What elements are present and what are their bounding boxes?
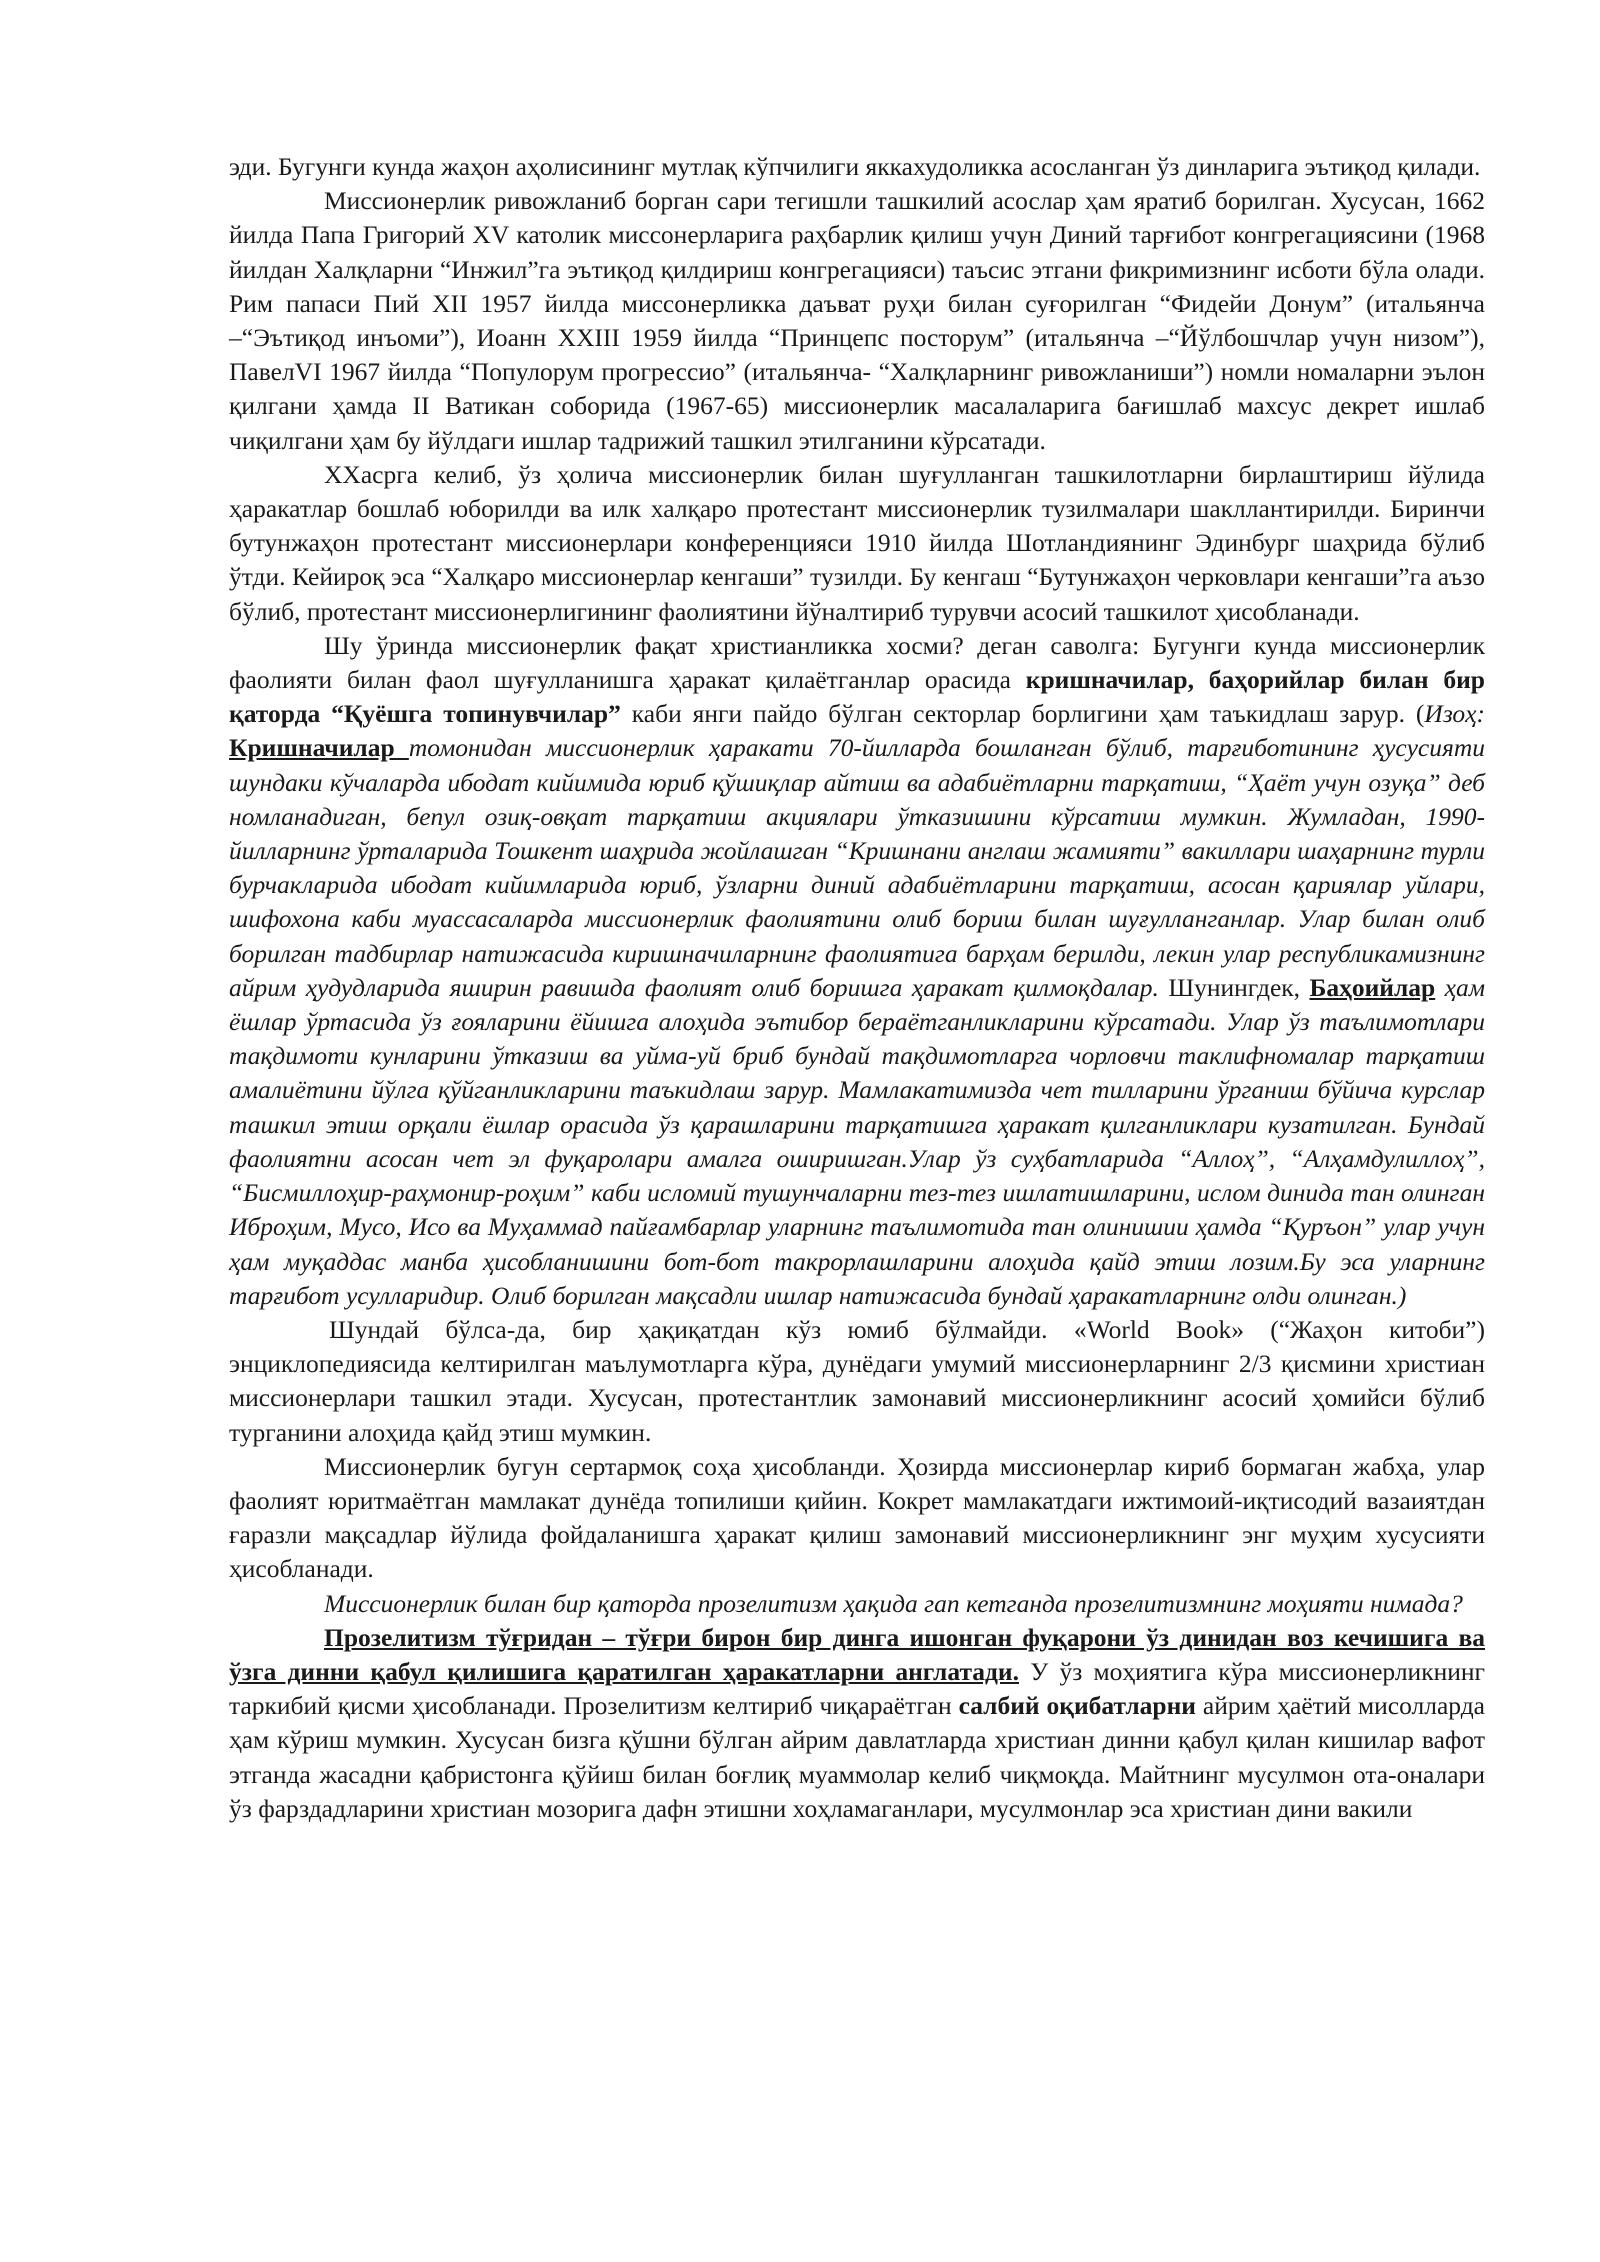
term-bahoiylar: Баҳоийлар bbox=[1309, 972, 1436, 1002]
text-segment: У ўз моҳиятига кўра миссионерликнинг таркибий қисми ҳисобланади. Прозелитизм келтириб чиқараётган bbox=[229, 1656, 1485, 1721]
text-segment: Шу ўринда миссионерлик фақат христианликка хосми? деган саволга: Бугунги кунда миссионерлик фаолияти билан фаол шуғулланишга ҳаракат қилаётганлар орасида bbox=[229, 630, 1485, 695]
document-page bbox=[229, 150, 1485, 1826]
italic-question: Миссионерлик билан бир қаторда прозелитизм ҳақида гап кетганда прозелитизмнинг моҳияти нимада? bbox=[324, 1588, 1463, 1618]
italic-note-text: ҳам ёшлар ўртасида ўз ғояларини ёйишга алоҳида эътибор бераётганликларини кўрсатади. Улар ўз таълимотлари тақдимоти кунларини ўтказиш ва уйма-уй бриб бундай тақдимотларга чорловчи таклифномалар тарқатиш амалиётини йўлга қўйганликларини таъкидлаш зарур. Мамлакатимизда чет тилларини ўрганиш бўйича курслар ташкил этиш орқали ёшлар орасида ўз қарашларини тарқатишга ҳаракат қилганликлари кузатилган. Бундай фаолиятни асосан чет эл фуқаролари амалга оширишган.Улар ўз суҳбатларида “Аллоҳ”, “Алҳамдулиллоҳ”, “Бисмиллоҳир-раҳмонир-роҳим” каби исломий тушунчаларни тез-тез ишлатишларини, ислом динида тан олинган Иброҳим, Мусо, Исо ва Муҳаммад пайғамбарлар уларнинг таълимотида тан олинишии ҳамда “Қуръон” улар учун ҳам муқаддас манба ҳисобланишини бот-бот такрорлашларини алоҳида қайд этиш лозим.Бу эса уларнинг тарғибот усулларидир. Олиб борилган мақсадли ишлар натижасида бундай ҳаракатларнинг олди олинган.) bbox=[229, 972, 1485, 1310]
term-krishnachilar: Кришначилар bbox=[229, 733, 409, 763]
text-segment: Шунингдек, bbox=[1158, 972, 1310, 1002]
paragraph-p4 bbox=[229, 629, 1485, 1313]
paragraph-p6 bbox=[229, 1450, 1485, 1587]
bold-text: кришначилар, баҳорийлар билан бир қаторда “Қуёшга топинувчилар” bbox=[229, 665, 1485, 729]
paragraph-p2 bbox=[229, 184, 1485, 458]
text-segment: каби янги пайдо бўлган секторлар борлигини ҳам таъкидлаш зарур. ( bbox=[620, 699, 1425, 729]
paragraph-p3 bbox=[229, 458, 1485, 629]
paragraph-p8 bbox=[229, 1621, 1485, 1826]
text-segment: XXасрга келиб, ўз ҳолича миссионерлик билан шуғулланган ташкилотларни бирлаштириш йўлида ҳаракатлар бошлаб юборилди ва илк халқаро протестант миссионерлик тузилмалари шакллантирилди. Биринчи бутунжаҳон протестант миссионерлари конференцияси 1910 йилда Шотландиянинг Эдинбург шаҳрида бўлиб ўтди. Кейироқ эса “Халқаро миссионерлар кенгаши” тузилди. Бу кенгаш “Бутунжаҳон черковлари кенгаши”га аъзо бўлиб, протестант миссионерлигининг фаолиятини йўналтириб турувчи асосий ташкилот ҳисобланади. bbox=[229, 459, 1485, 626]
paragraph-p1 bbox=[229, 150, 1485, 184]
text-segment: эди. Бугунги кунда жаҳон аҳолисининг мутлақ кўпчилиги яккахудоликка асосланган ўз динларига эътиқод қилади. bbox=[229, 152, 1481, 181]
italic-note-label: Изоҳ: bbox=[1424, 699, 1485, 729]
proselytism-definition: Прозелитизм тўғридан – тўғри бирон бир динга ишонган фуқарони ўз динидан воз кечишига ва ўзга динни қабул қилишига қаратилган ҳаракатларни англатади. bbox=[229, 1622, 1485, 1686]
italic-note-text: томонидан миссионерлик ҳаракати 70-йилларда бошланган бўлиб, тарғиботининг ҳусусияти шундаки кўчаларда ибодат кийимида юриб қўшиқлар айтиш ва адабиётларни тарқатиш, “Ҳаёт учун озуқа” деб номланадиган, бепул озиқ-овқат тарқатиш акциялари ўтказишини кўрсатиш мумкин. Жумладан, 1990-йилларнинг ўрталарида Тошкент шаҳрида жойлашган “Кришнани англаш жамияти” вакиллари шаҳарнинг турли бурчакларида ибодат кийимларида юриб, ўзларни диний адабиётларини тарқатиш, асосан қариялар уйлари, шифохона каби муассасаларда миссионерлик фаолиятини олиб бориш билан шуғулланганлар. Улар билан олиб борилган тадбирлар натижасида киришначиларнинг фаолиятига барҳам берилди, лекин улар республикамизнинг айрим ҳудудларида яширин равишда фаолият олиб боришга ҳаракат қилмоқдалар. bbox=[229, 733, 1485, 1002]
text-segment: Миссионерлик бугун сертармоқ соҳа ҳисобланди. Ҳозирда миссионерлар кириб бормаган жабҳа, улар фаолият юритмаётган мамлакат дунёда топилиши қийин. Кокрет мамлакатдаги ижтимоий-иқтисодий вазаиятдан ғаразли мақсадлар йўлида фойдаланишга ҳаракат қилиш замонавий миссионерликнинг энг муҳим хусусияти ҳисобланади. bbox=[229, 1451, 1485, 1584]
text-segment: айрим ҳаётий мисолларда ҳам кўриш мумкин. Хусусан бизга қўшни бўлган айрим давлатларда христиан динни қабул қилан кишилар вафот этганда жасадни қабристонга қўйиш билан боғлиқ муаммолар келиб чиқмоқда. Майтнинг мусулмон ота-оналари ўз фарздадларини христиан мозорига дафн этишни хоҳламаганлари, мусулмонлар эса христиан дини вакили bbox=[229, 1691, 1485, 1823]
text-segment: Шундай бўлса-да, бир ҳақиқатдан кўз юмиб бўлмайди. «World Book» (“Жаҳон китоби”) энциклопедиясида келтирилган маълумотларга кўра, дунёдаги умумий миссионерларнинг 2/3 қисмини христиан миссионерлари ташкил этади. Хусусан, протестантлик замонавий миссионерликнинг асосий ҳомийси бўлиб турганини алоҳида қайд этиш мумкин. bbox=[229, 1314, 1485, 1447]
paragraph-p5 bbox=[229, 1313, 1485, 1450]
text-segment: Миссионерлик ривожланиб борган сари тегишли ташкилий асослар ҳам яратиб борилган. Хусусан, 1662 йилда Папа Григорий XV католик миссонерларига раҳбарлик қилиш учун Диний тарғибот конгрегациясини (1968 йилдан Халқларни “Инжил”га эътиқод қилдириш конгрегацияси) таъсис этгани фикримизнинг исботи бўла олади. Рим папаси Пий XII 1957 йилда миссонерликка даъват руҳи билан суғорилган “Фидейи Донум” (итальянча –“Эътиқод инъоми”), Иоанн XXIII 1959 йилда “Принцепс посторум” (итальянча –“Йўлбошчлар учун низом”), ПавелVI 1967 йилда “Популорум прогрессио” (итальянча- “Халқларнинг ривожланиши”) номли номаларни эълон қилгани ҳамда II Ватикан соборида (1967-65) миссионерлик масалаларига бағишлаб махсус декрет ишлаб чиқилгани ҳам бу йўлдаги ишлар тадрижий ташкил этилганини кўрсатади. bbox=[229, 186, 1485, 455]
paragraph-p7 bbox=[229, 1587, 1485, 1621]
bold-text: салбий оқибатларни bbox=[958, 1691, 1196, 1721]
